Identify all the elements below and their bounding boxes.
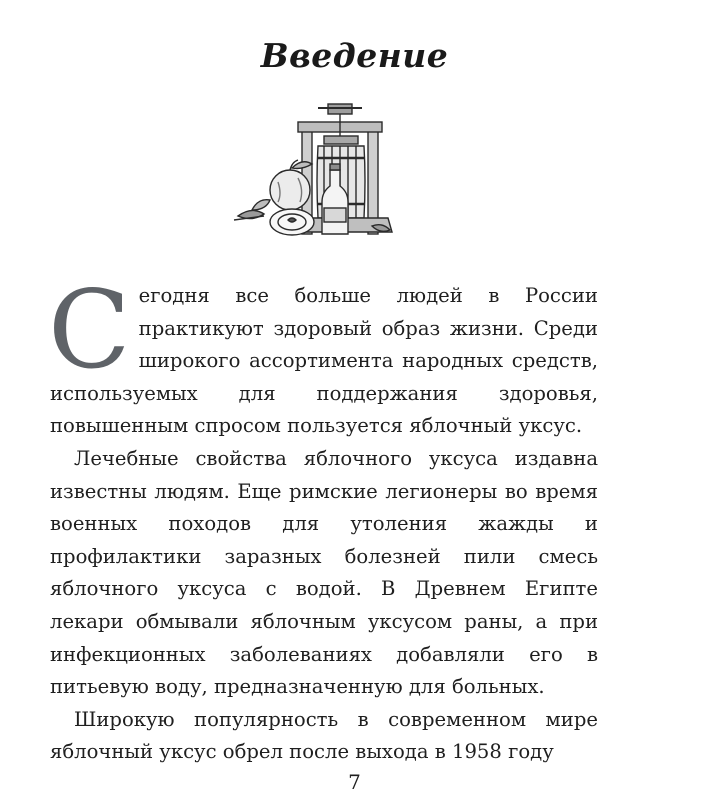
drop-cap: С	[48, 268, 131, 393]
chapter-title: Введение	[260, 36, 449, 75]
body-text	[48, 268, 598, 769]
paragraph-3: Широкую популярность в современном мире яблочный уксус обрел после выхода в 1958 году	[50, 707, 598, 764]
apple-press-illustration	[232, 100, 402, 250]
paragraph-2: Лечебные свойства яблочного уксуса издавна известны людям. Еще римские легионеры во время военных походов для утоления жажды и профилактики заразных болезней пили смесь яблочного уксуса с водой. В Древнем Египте лекари обмывали яблочным уксусом раны, а при инфекционных заболеваниях добавляли его в питьевую воду, предназначенную для больных.	[50, 446, 598, 699]
paragraph-1: Сегодня все больше людей в России практикуют здоровый образ жизни. Среди широкого ассортимента народных средств, используемых для поддержания здоровья, повышенным спросом пользуется яблочный уксус.	[48, 268, 598, 438]
apple-press-icon	[232, 100, 402, 250]
page-number: 7	[348, 770, 361, 794]
